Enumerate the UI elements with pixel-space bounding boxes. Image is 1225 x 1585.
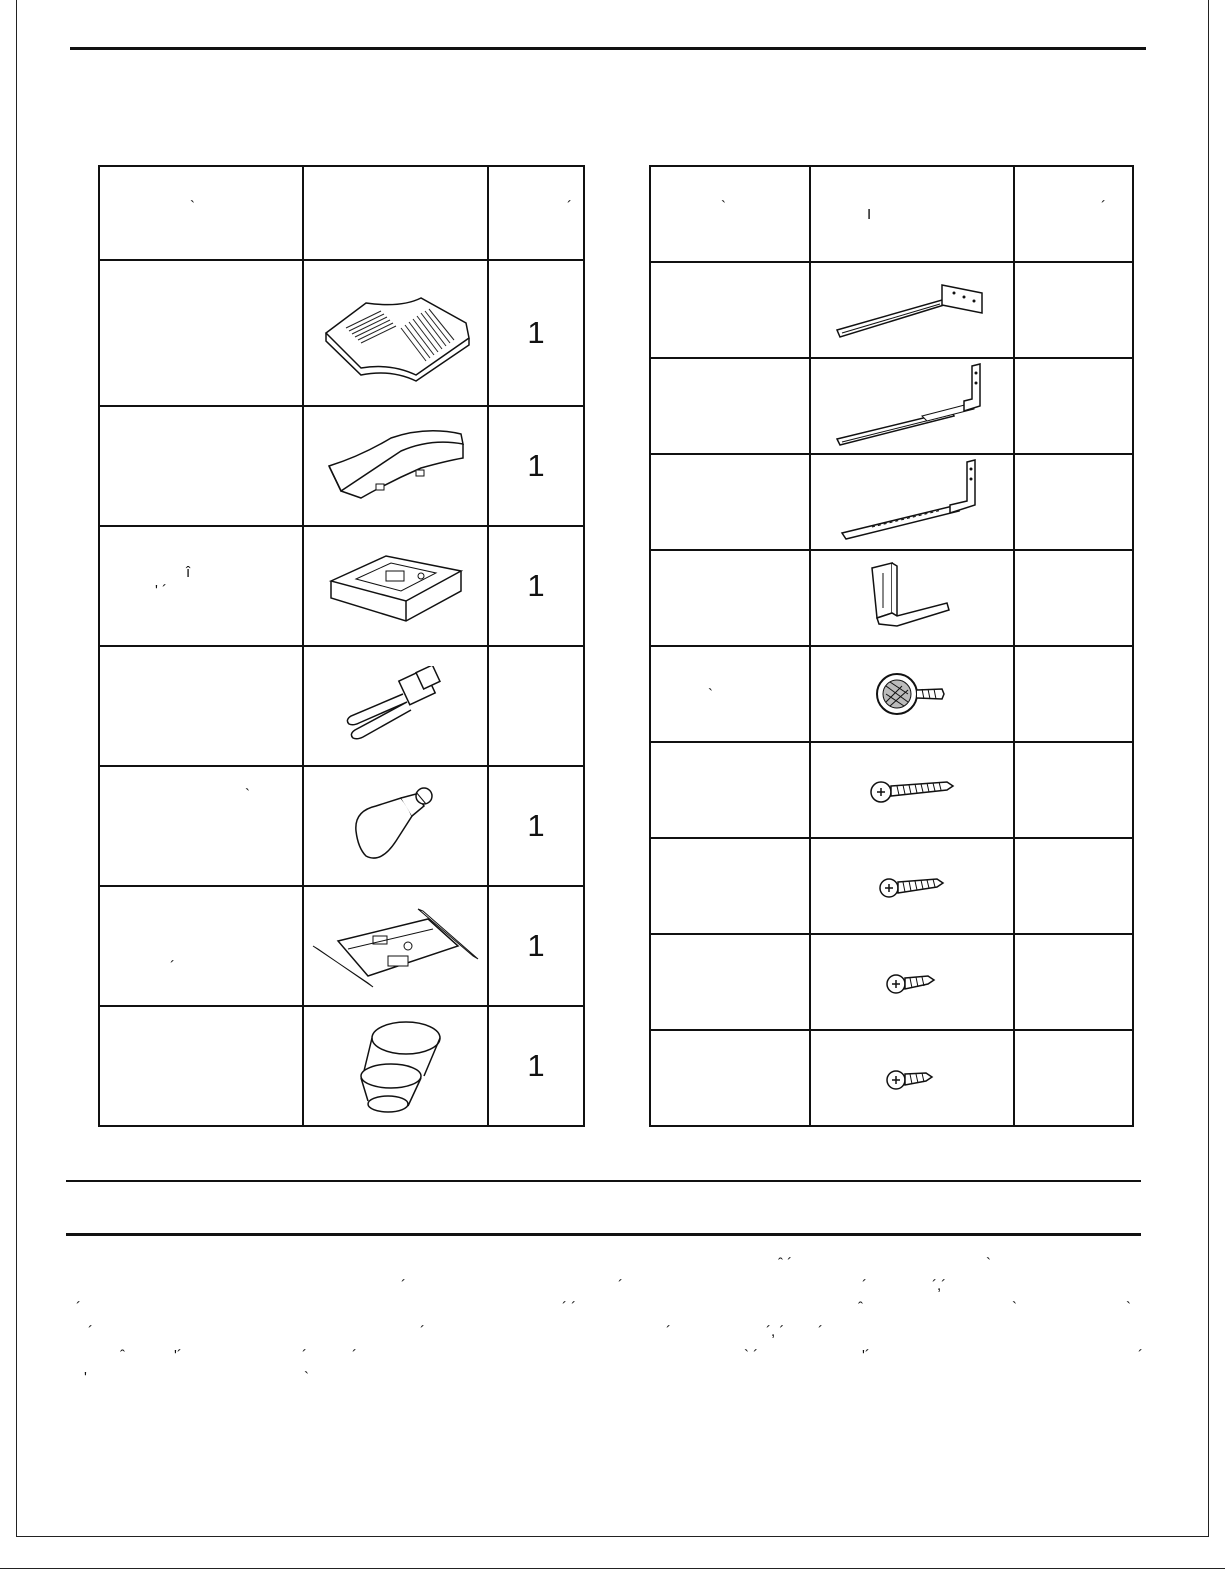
paragraph-mark: ´ [818, 1323, 823, 1340]
quantity-cell: 1 [488, 886, 584, 1006]
paragraph-mark: ´ [666, 1323, 671, 1340]
table-row [99, 646, 584, 766]
part-name-mark: ` [708, 686, 713, 703]
quantity-cell: 1 [488, 766, 584, 886]
paragraph-mark: ´ [401, 1277, 406, 1294]
header-image [303, 166, 488, 260]
header-image [810, 166, 1014, 262]
paragraph-mark: ´ [1138, 1347, 1143, 1364]
paragraph-mark: ´ [76, 1299, 81, 1316]
quantity-cell: 1 [488, 526, 584, 646]
part-image-cell [303, 260, 488, 406]
header-part-name [99, 166, 303, 260]
part-name-cell [99, 766, 303, 886]
part-name-cell [650, 358, 810, 454]
paragraph-mark: ` [304, 1369, 309, 1386]
paragraph-mark: ˆ [858, 1299, 863, 1316]
quantity-cell [1014, 646, 1133, 742]
quantity-cell: 1 [488, 406, 584, 526]
table-row [99, 1006, 584, 1126]
table-row [650, 454, 1133, 550]
paragraph-mark: ` [1126, 1299, 1131, 1316]
part-image-cell [810, 358, 1014, 454]
table-row [99, 406, 584, 526]
quantity-cell [1014, 550, 1133, 646]
header-part-name [650, 166, 810, 262]
table-row [99, 886, 584, 1006]
screw-long-icon [867, 770, 957, 810]
paragraph-mark: ´ [88, 1323, 93, 1340]
part-name-mark: î [186, 564, 191, 581]
body-paragraph [66, 1250, 1146, 1390]
part-name-cell [650, 550, 810, 646]
part-name-cell [650, 646, 810, 742]
part-name-mark: ´ [170, 958, 175, 975]
bottom-rule [0, 1568, 1225, 1569]
paragraph-mark: '´ [862, 1347, 870, 1364]
part-image-cell [810, 262, 1014, 358]
quantity-cell: 1 [488, 260, 584, 406]
part-image-cell [303, 766, 488, 886]
part-image-cell [303, 886, 488, 1006]
part-image-cell [303, 526, 488, 646]
part-image-cell [810, 550, 1014, 646]
right-parts-table [649, 165, 1134, 1127]
quantity-cell [488, 646, 584, 766]
table-row [650, 262, 1133, 358]
bracket-clip-icon [867, 558, 957, 638]
paragraph-mark: ´,´ [932, 1277, 947, 1294]
section-rule-top [66, 1180, 1141, 1182]
header-qty-mark: ´ [567, 198, 572, 215]
part-name-cell [650, 838, 810, 934]
part-image-cell [810, 934, 1014, 1030]
part-name-cell [650, 1030, 810, 1126]
paragraph-mark: ´ ´ [562, 1299, 577, 1316]
part-name-cell [99, 526, 303, 646]
paragraph-mark: ˆ [120, 1347, 125, 1364]
paragraph-mark: ´ [352, 1347, 357, 1364]
screw-medium-icon [877, 866, 947, 906]
paragraph-mark: ' [84, 1369, 87, 1386]
table-row [650, 358, 1133, 454]
table-row [650, 646, 1133, 742]
table-header [650, 166, 1133, 262]
quantity-cell [1014, 838, 1133, 934]
paragraph-mark: ˆ ´ [778, 1255, 793, 1272]
top-rule [70, 47, 1146, 50]
screw-small-icon [884, 1058, 940, 1098]
paragraph-mark: ` [986, 1255, 991, 1272]
part-name-cell [99, 886, 303, 1006]
paragraph-mark: ´, ´ [766, 1323, 785, 1340]
header-qty-mark: ´ [1101, 198, 1106, 215]
part-name-cell [650, 262, 810, 358]
header-name-mark: ` [721, 198, 726, 215]
paragraph-mark: ` [1012, 1299, 1017, 1316]
part-image-cell [810, 742, 1014, 838]
table-row [650, 550, 1133, 646]
table-row [99, 260, 584, 406]
part-name-cell [99, 1006, 303, 1126]
table-row [650, 934, 1133, 1030]
cfl-bulb-icon [341, 666, 451, 746]
mounting-plate-icon [308, 901, 484, 991]
part-image-cell [810, 1030, 1014, 1126]
header-name-mark: ` [190, 198, 195, 215]
paragraph-mark: ` ´ [744, 1347, 759, 1364]
header-quantity [1014, 166, 1133, 262]
part-name-cell [650, 742, 810, 838]
housing-box-icon [326, 546, 466, 626]
hanger-bar-short-icon [832, 457, 992, 547]
quantity-cell: 1 [488, 1006, 584, 1126]
hanger-bar-icon [832, 275, 992, 345]
paragraph-mark: '´ [174, 1347, 182, 1364]
paragraph-mark: ´ [618, 1277, 623, 1294]
quantity-cell [1014, 262, 1133, 358]
table-header [99, 166, 584, 260]
table-row [99, 526, 584, 646]
part-name-cell [650, 934, 810, 1030]
hanger-bar-bent-icon [832, 361, 992, 451]
paragraph-mark: ´ [420, 1323, 425, 1340]
part-name-cell [99, 646, 303, 766]
section-rule-bottom [66, 1233, 1141, 1236]
quantity-cell [1014, 934, 1133, 1030]
part-image-cell [810, 454, 1014, 550]
header-quantity [488, 166, 584, 260]
part-image-cell [810, 838, 1014, 934]
table-row [650, 742, 1133, 838]
table-row [650, 838, 1133, 934]
washer-screw-icon [872, 664, 952, 724]
curved-lens-icon [321, 426, 471, 506]
paragraph-mark: ´ [302, 1347, 307, 1364]
part-image-cell [303, 406, 488, 526]
part-image-cell [810, 646, 1014, 742]
paragraph-mark: ´ [862, 1277, 867, 1294]
table-row [99, 766, 584, 886]
part-name-cell [99, 406, 303, 526]
quantity-cell [1014, 454, 1133, 550]
part-name-cell [650, 454, 810, 550]
duct-adapter-icon [346, 1016, 446, 1116]
part-name-mark: ' ´ [155, 582, 168, 599]
quantity-cell [1014, 358, 1133, 454]
part-image-cell [303, 646, 488, 766]
header-image-mark: I [867, 206, 872, 223]
screw-short-icon [884, 962, 940, 1002]
night-bulb-icon [346, 786, 446, 866]
table-row [650, 1030, 1133, 1126]
quantity-cell [1014, 742, 1133, 838]
fan-grille-icon [321, 283, 471, 383]
quantity-cell [1014, 1030, 1133, 1126]
part-image-cell [303, 1006, 488, 1126]
part-name-mark: ` [245, 786, 250, 803]
part-name-cell [99, 260, 303, 406]
left-parts-table [98, 165, 585, 1127]
